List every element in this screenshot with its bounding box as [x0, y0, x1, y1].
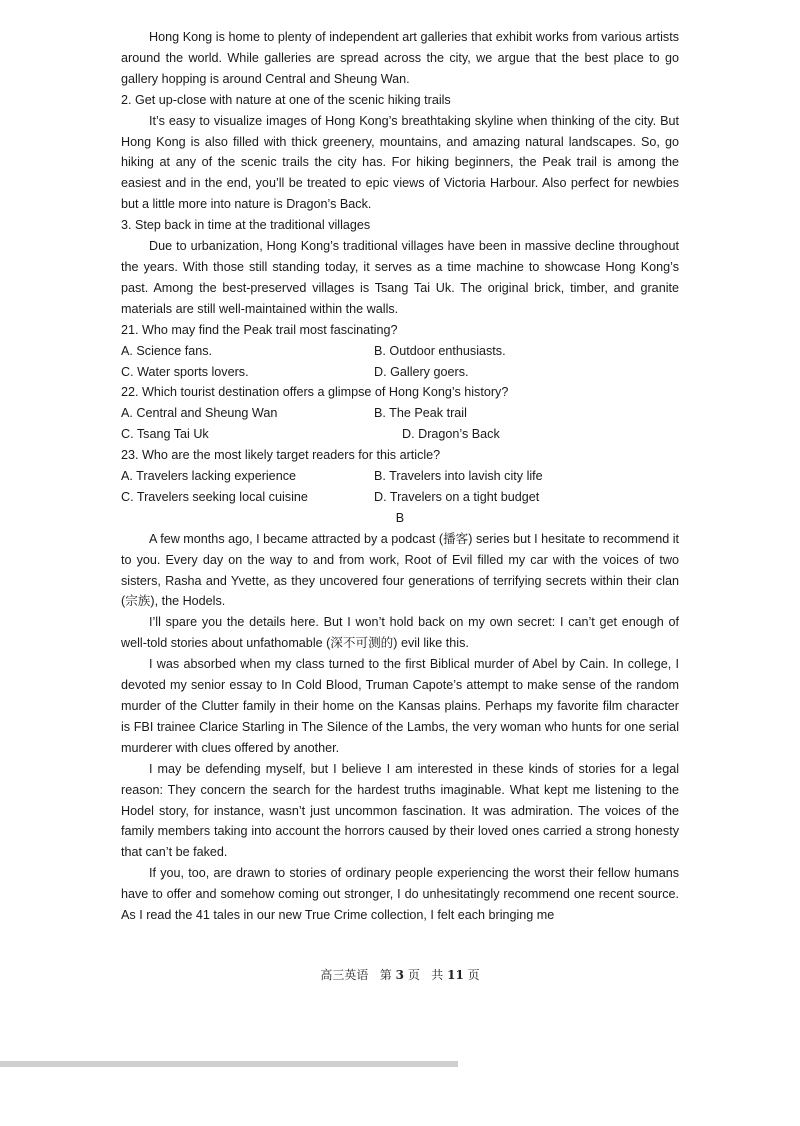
- option-c: C. Travelers seeking local cuisine: [121, 489, 308, 504]
- question-stem: 22. Which tourist destination offers a glimpse of Hong Kong’s history?: [121, 385, 509, 400]
- section-b-heading: B: [395, 510, 405, 525]
- item-2-body: It’s easy to visualize images of Hong Kong’s breathtaking skyline when thinking of the city. But Hong Kong is also filled with thick greenery, mountains, and amazing natural landscapes. So, go hiking at any of the scenic trails the city has. For hiking beginners, the Peak trail is among the easiest and in the end, you’ll be treated to epic views of Victoria Harbour. Also perfect for newbies but a little more into nature is Dragon’s Back.: [121, 113, 679, 212]
- option-d: D. Travelers on a tight budget: [374, 489, 540, 504]
- option-b: B. The Peak trail: [374, 406, 467, 421]
- passage-b-paragraph-1: A few months ago, I became attracted by a podcast (播客) series but I hesitate to recommend it to you. Every day on the way to and from work, Root of Evil filled my car with the voices of two sisters, Rasha and Yvette, as they uncovered four generations of terrifying secrets within their clan (宗族), the Hodels.: [121, 531, 679, 609]
- option-d: D. Gallery goers.: [374, 364, 469, 379]
- option-c: C. Tsang Tai Uk: [121, 427, 209, 442]
- scan-edge-bar: [0, 1061, 458, 1067]
- question-22: [121, 382, 679, 445]
- passage-a-intro: Hong Kong is home to plenty of independent art galleries that exhibit works from various artists around the world. While galleries are spread across the city, we argue that the best place to go gallery hopping is around Central and Sheung Wan.: [121, 30, 679, 86]
- footer-total-suffix: 页: [467, 968, 480, 982]
- exam-page: [121, 27, 679, 926]
- option-c: C. Water sports lovers.: [121, 364, 249, 379]
- option-row: [121, 487, 679, 508]
- item-3-heading: 3. Step back in time at the traditional villages: [121, 218, 371, 233]
- option-b: B. Travelers into lavish city life: [374, 469, 543, 484]
- question-23: [121, 445, 679, 508]
- passage-b-paragraph-4: I may be defending myself, but I believe I am interested in these kinds of stories for a legal reason: They concern the search for the hardest truths imaginable. What kept me listening to the Hodel story, for instance, wasn’t just uncommon fascination. It was admiration. The voices of the family members taking into account the horrors caused by their loved ones carried a strong honesty that can’t be faked.: [121, 761, 679, 860]
- option-row: [121, 362, 679, 383]
- footer-total-prefix: 共: [431, 968, 444, 982]
- item-3-body: Due to urbanization, Hong Kong’s traditional villages have been in massive decline throughout the years. With those still standing today, it serves as a time machine to showcase Hong Kong’s past. Among the best-preserved villages is Tsang Tai Uk. The original brick, timber, and granite materials are still well-maintained within the walls.: [121, 239, 679, 316]
- option-a: A. Travelers lacking experience: [121, 469, 296, 484]
- option-row: [121, 424, 679, 445]
- footer-page-suffix: 页: [407, 968, 420, 982]
- passage-b-paragraph-2: I’ll spare you the details here. But I won’t hold back on my own secret: I can’t get enough of well-told stories about unfathomable (深不可测的) evil like this.: [121, 615, 679, 651]
- option-d: D. Dragon’s Back: [402, 427, 500, 442]
- footer-page-number: 3: [395, 968, 404, 982]
- footer-subject: 高三英语: [320, 968, 369, 982]
- passage-b-paragraph-5: If you, too, are drawn to stories of ordinary people experiencing the worst their fellow humans have to offer and somehow coming out stronger, I do unhesitatingly recommend one recent source. As I read the 41 tales in our new True Crime collection, I felt each bringing me: [121, 866, 679, 923]
- option-b: B. Outdoor enthusiasts.: [374, 343, 506, 358]
- option-a: A. Science fans.: [121, 343, 213, 358]
- question-stem: 23. Who are the most likely target readers for this article?: [121, 448, 441, 463]
- option-row: [121, 466, 679, 487]
- passage-b-paragraph-3: I was absorbed when my class turned to the first Biblical murder of Abel by Cain. In college, I devoted my senior essay to In Cold Blood, Truman Capote’s attempt to make sense of the random murder of the Clutter family in their home on the Kansas plains. Perhaps my favorite film character is FBI trainee Clarice Starling in The Silence of the Lambs, the very woman who hunts for one serial murderer with clues offered by another.: [121, 657, 679, 755]
- item-2-heading: 2. Get up-close with nature at one of the scenic hiking trails: [121, 92, 451, 107]
- footer-total-pages: 11: [447, 968, 464, 982]
- question-stem: 21. Who may find the Peak trail most fascinating?: [121, 322, 398, 337]
- page-footer: [0, 966, 800, 983]
- option-row: [121, 403, 679, 424]
- footer-page-prefix: 第: [379, 968, 392, 982]
- option-row: [121, 341, 679, 362]
- question-21: [121, 320, 679, 383]
- option-a: A. Central and Sheung Wan: [121, 406, 278, 421]
